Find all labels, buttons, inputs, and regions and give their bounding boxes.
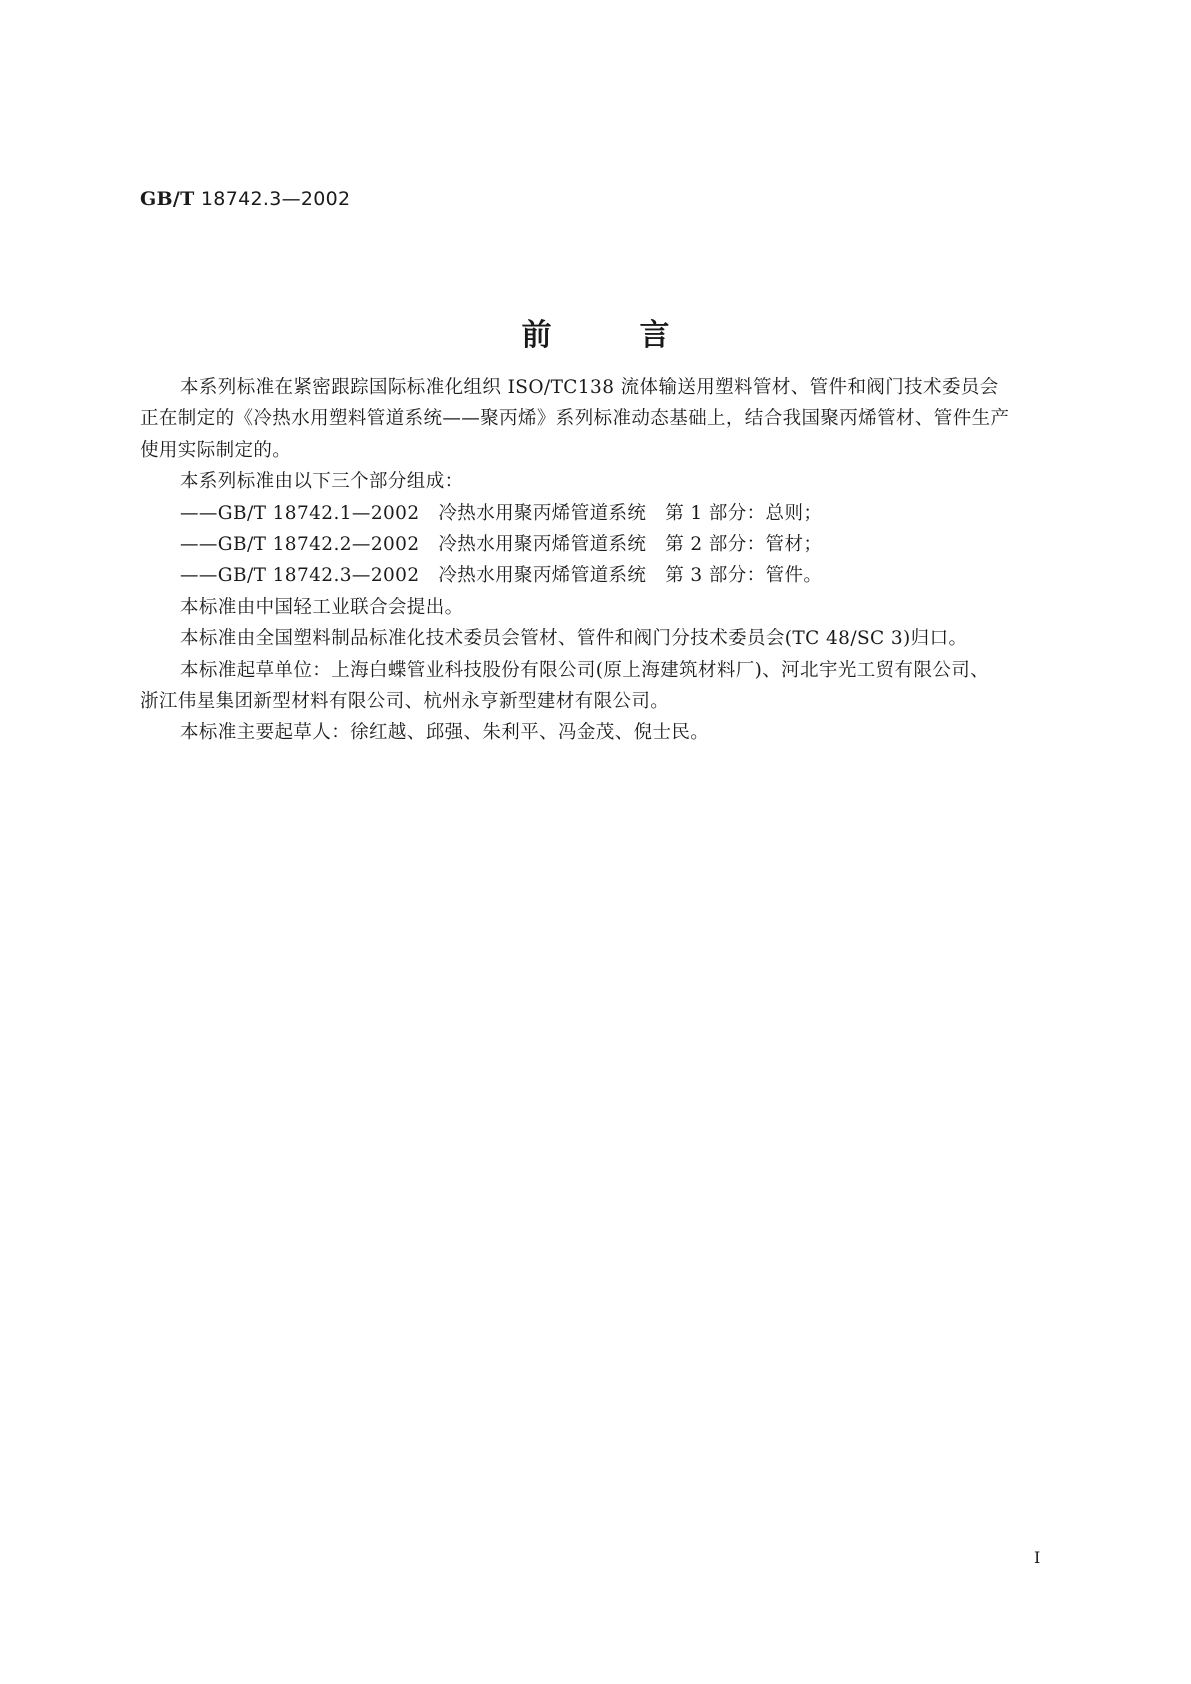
paragraph-line: 本标准由中国轻工业联合会提出。 xyxy=(180,596,464,618)
paragraph-line: 本系列标准在紧密跟踪国际标准化组织 ISO/TC138 流体输送用塑料管材、管件和阀门技术委员会 xyxy=(180,377,999,398)
paragraph-line: 本标准主要起草人：徐红越、邱强、朱利平、冯金茂、倪士民。 xyxy=(180,722,710,744)
paragraph-line: 正在制定的《冷热水用塑料管道系统——聚丙烯》系列标准动态基础上，结合我国聚丙烯管材、管件生产 xyxy=(140,408,1010,430)
list-item: ——GB/T 18742.2—2002 冷热水用聚丙烯管道系统 第 2 部分：管材； xyxy=(180,534,823,556)
paragraph-line: 本标准由全国塑料制品标准化技术委员会管材、管件和阀门分技术委员会(TC 48/SC 3)归口。 xyxy=(180,628,968,650)
standard-code-number: 18742.3—2002 xyxy=(194,188,351,210)
foreword-body xyxy=(140,372,1060,749)
page-title: 前言 xyxy=(521,318,758,353)
list-item: ——GB/T 18742.1—2002 冷热水用聚丙烯管道系统 第 1 部分：总则； xyxy=(180,502,823,524)
paragraph-line: 浙江伟星集团新型材料有限公司、杭州永亨新型建材有限公司。 xyxy=(140,691,670,713)
list-item: ——GB/T 18742.3—2002 冷热水用聚丙烯管道系统 第 3 部分：管件。 xyxy=(180,565,823,587)
paragraph-line: 本系列标准由以下三个部分组成： xyxy=(180,471,464,493)
paragraph-line: 使用实际制定的。 xyxy=(140,439,292,461)
paragraph-line: 本标准起草单位：上海白蝶管业科技股份有限公司(原上海建筑材料厂)、河北宇光工贸有限公司、 xyxy=(180,659,990,681)
standard-code xyxy=(140,188,350,210)
standard-code-prefix: GB/T xyxy=(140,188,195,210)
page-number: I xyxy=(1034,1548,1041,1567)
